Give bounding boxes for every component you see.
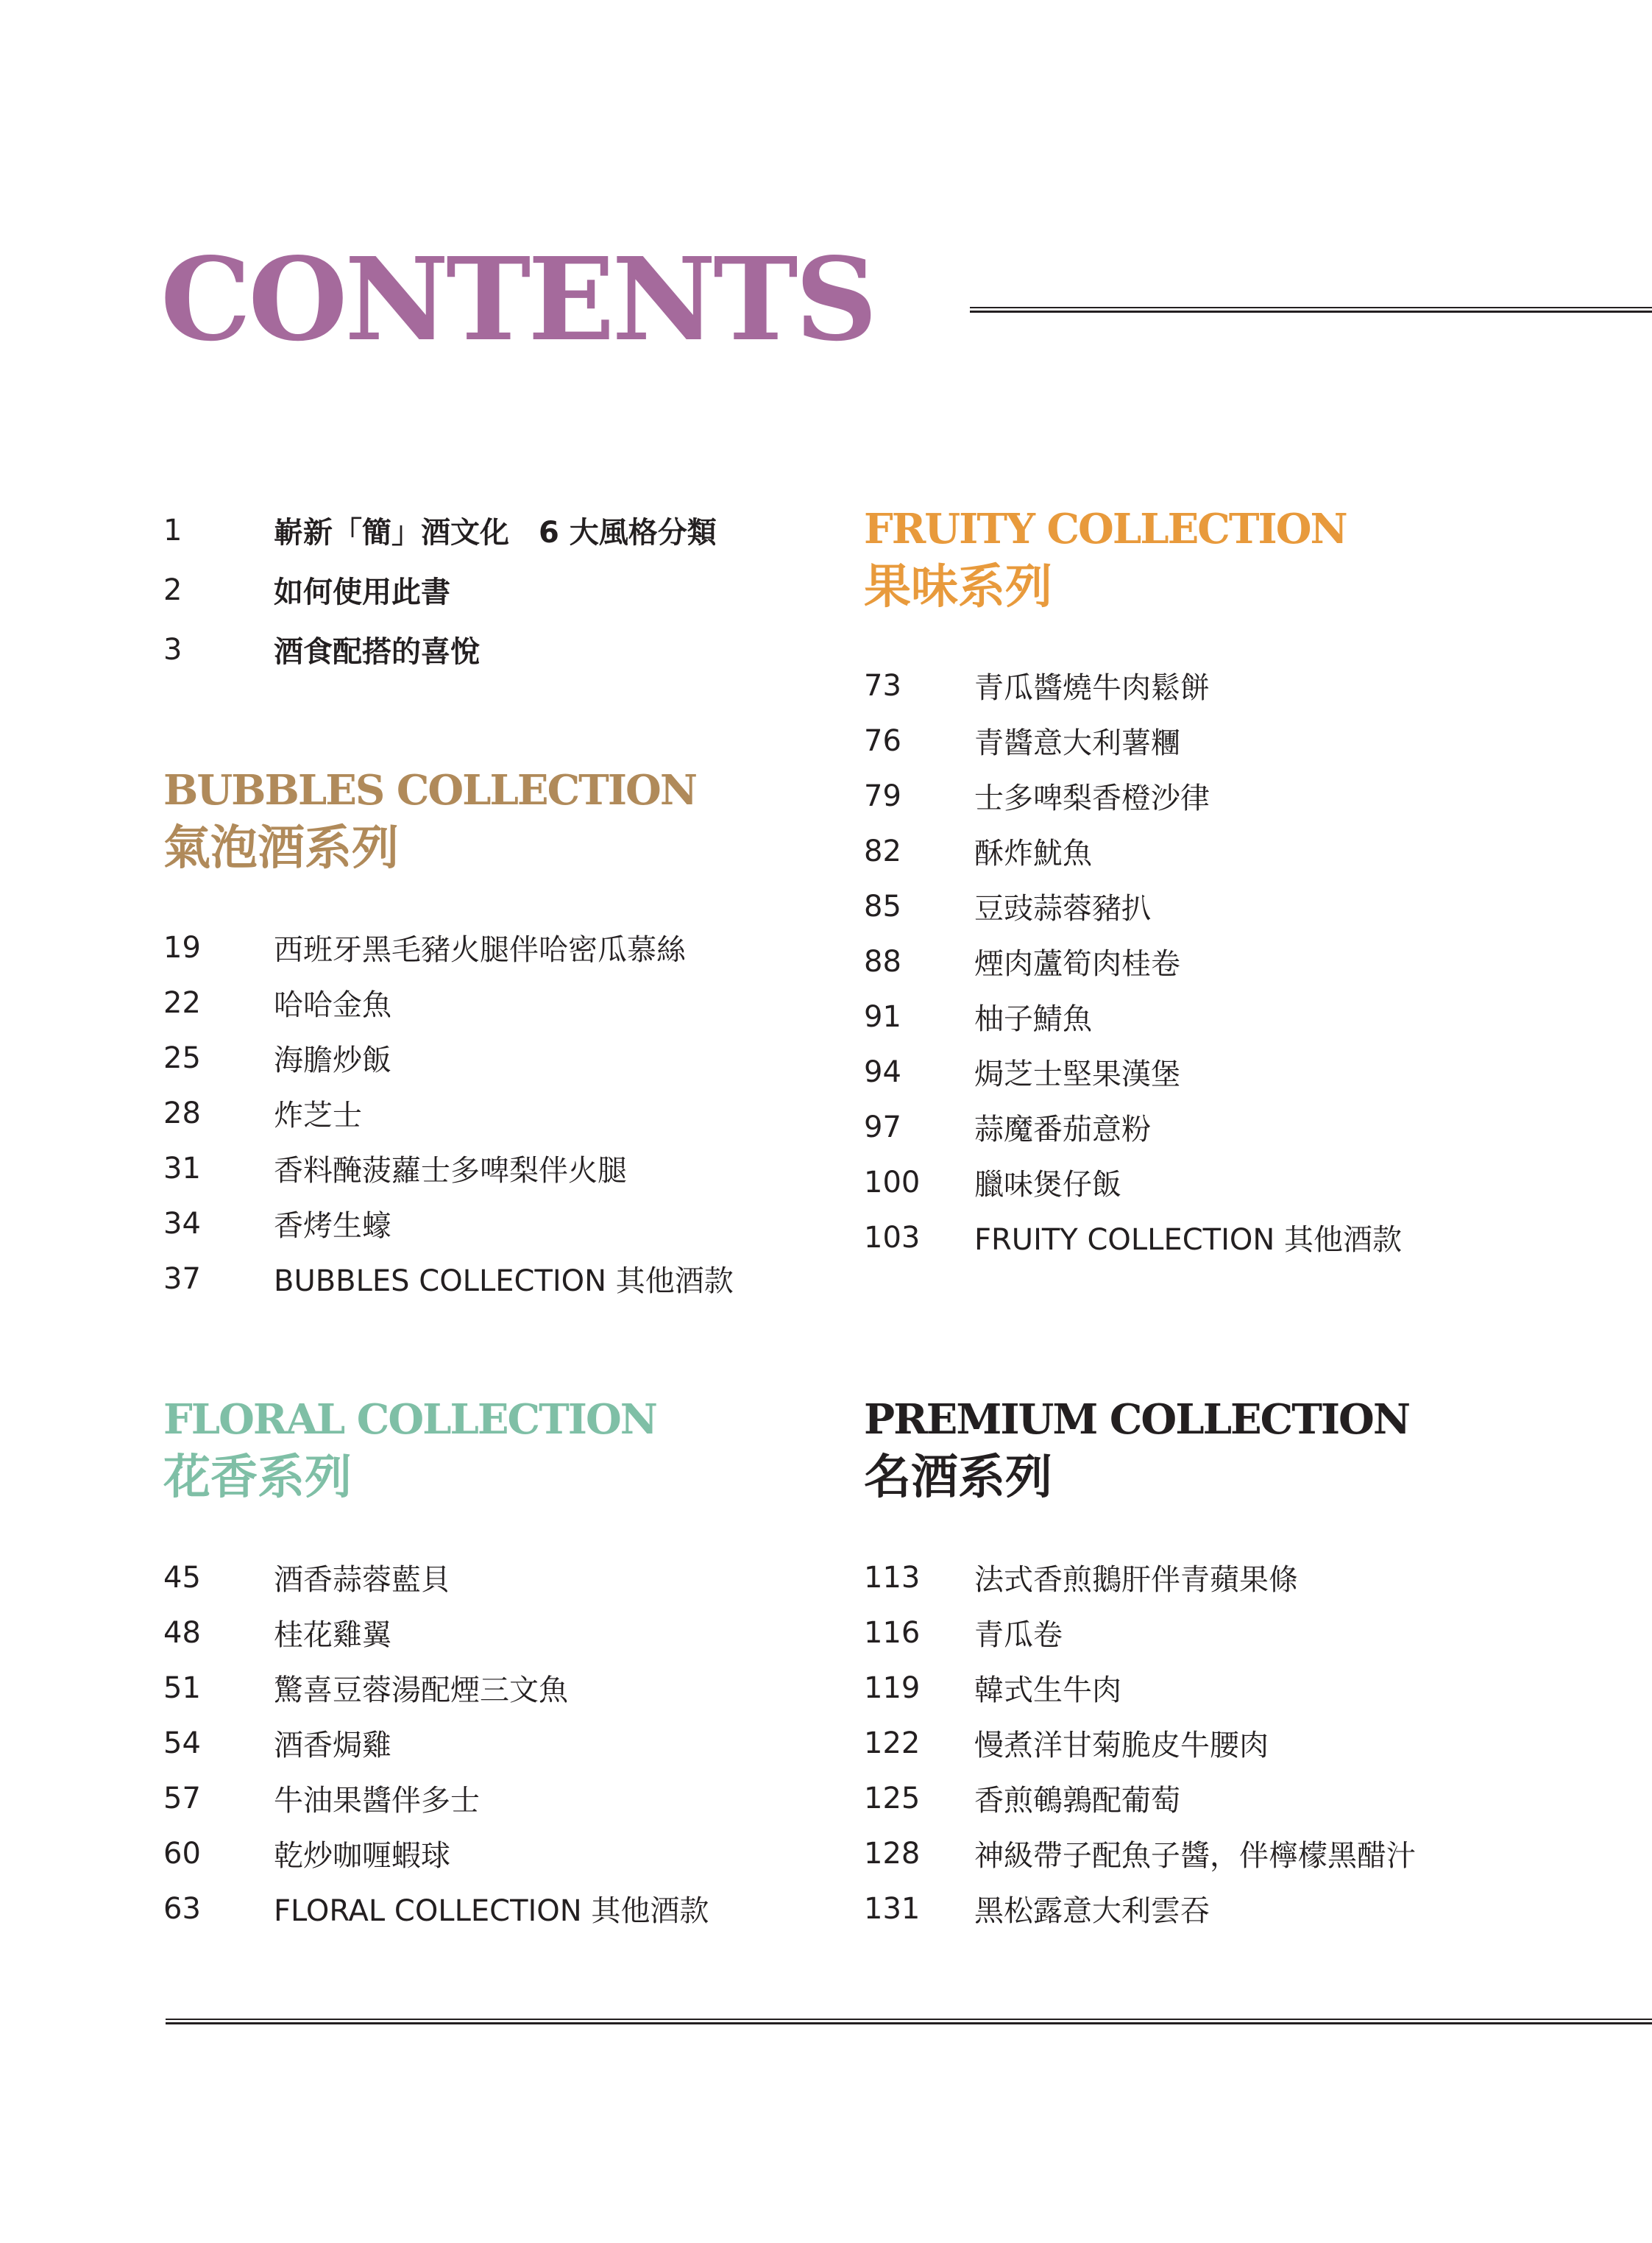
entry-title: 炸芝士: [274, 1099, 362, 1133]
fruity-heading-en: FRUITY COLLECTION: [864, 505, 1347, 553]
toc-entry: [864, 1771, 1416, 1826]
page-number: 91: [864, 999, 901, 1034]
toc-entry: [864, 1881, 1416, 1936]
page-number: 88: [864, 944, 901, 979]
toc-entry: [864, 713, 1402, 768]
page-number: 57: [163, 1781, 201, 1815]
fruity-heading: [864, 503, 1347, 619]
toc-entry: [163, 1771, 709, 1826]
floral-heading-zh: 花香系列: [163, 1450, 352, 1505]
page-number: 76: [864, 723, 901, 758]
page-number: 51: [163, 1670, 201, 1705]
toc-entry: [864, 1715, 1416, 1771]
entry-title: 如何使用此書: [274, 575, 450, 609]
entry-title: 酒食配搭的喜悅: [274, 635, 480, 669]
entry-title: 酒香焗雞: [274, 1729, 391, 1762]
page-number: 31: [163, 1151, 201, 1186]
entry-title: FLORAL COLLECTION 其他酒款: [274, 1894, 709, 1928]
toc-entry: [163, 500, 717, 560]
premium-heading-en: PREMIUM COLLECTION: [864, 1395, 1410, 1444]
toc-entry: [163, 1605, 709, 1660]
floral-heading-en: FLORAL COLLECTION: [163, 1395, 656, 1444]
toc-entry: [864, 1605, 1416, 1660]
toc-entry: [163, 1251, 734, 1306]
page-number: 48: [163, 1615, 201, 1650]
page-title: CONTENTS: [160, 232, 875, 366]
entry-title: 乾炒咖喱蝦球: [274, 1839, 450, 1873]
page-number: 103: [864, 1220, 921, 1255]
entry-title: 酥炸魷魚: [974, 837, 1092, 871]
entry-title: 神級帶子配魚子醬，伴檸檬黑醋汁: [974, 1839, 1416, 1873]
toc-entry: [163, 1550, 709, 1605]
entry-title: 豆豉蒜蓉豬扒: [974, 892, 1151, 926]
page-number: 97: [864, 1110, 901, 1144]
entry-title: 香煎鵪鶉配葡萄: [974, 1784, 1180, 1818]
toc-entry: [163, 1085, 734, 1141]
toc-entry: [163, 1030, 734, 1085]
title-rule: [970, 307, 1652, 313]
page-number: 73: [864, 668, 901, 703]
page-number: 34: [163, 1206, 201, 1241]
toc-entry: [163, 975, 734, 1030]
entry-title: 韓式生牛肉: [974, 1673, 1121, 1707]
entry-title: 西班牙黑毛豬火腿伴哈密瓜慕絲: [274, 933, 686, 967]
entry-title: 牛油果醬伴多士: [274, 1784, 480, 1818]
entry-title: 海膽炒飯: [274, 1043, 391, 1077]
toc-entry: [163, 920, 734, 975]
page-number: 45: [163, 1560, 201, 1595]
toc-entry: [163, 1881, 709, 1936]
entry-title: 臘味煲仔飯: [974, 1168, 1121, 1202]
page-number: 85: [864, 889, 901, 924]
page-number: 82: [864, 834, 901, 868]
toc-entry: [864, 1210, 1402, 1265]
entry-title: 青醬意大利薯糰: [974, 726, 1180, 760]
entry-title: BUBBLES COLLECTION 其他酒款: [274, 1264, 734, 1298]
floral-list: [163, 1550, 709, 1936]
toc-entry: [864, 823, 1402, 879]
entry-title: 慢煮洋甘菊脆皮牛腰肉: [974, 1729, 1269, 1762]
footer-rule: [166, 2019, 1652, 2024]
entry-title: 桂花雞翼: [274, 1618, 391, 1652]
toc-entry: [163, 1826, 709, 1881]
entry-title: 驚喜豆蓉湯配煙三文魚: [274, 1673, 568, 1707]
page-number: 63: [163, 1891, 201, 1926]
toc-entry: [864, 879, 1402, 934]
page-number: 94: [864, 1055, 901, 1089]
page-number: 19: [163, 930, 201, 965]
page-number: 131: [864, 1891, 921, 1926]
entry-title: 青瓜卷: [974, 1618, 1063, 1652]
premium-heading-zh: 名酒系列: [864, 1450, 1052, 1505]
page-number: 79: [864, 779, 901, 813]
intro-list: [163, 500, 717, 679]
entry-title: 士多啤梨香橙沙律: [974, 782, 1210, 815]
bubbles-heading: [163, 764, 696, 880]
entry-title: 焗芝士堅果漢堡: [974, 1057, 1180, 1091]
toc-entry: [864, 1155, 1402, 1210]
page-number: 2: [163, 573, 182, 607]
toc-entry: [864, 768, 1402, 823]
page-number: 60: [163, 1836, 201, 1871]
toc-entry: [864, 1550, 1416, 1605]
entry-title: 香烤生蠔: [274, 1209, 391, 1243]
toc-entry: [163, 620, 717, 679]
bubbles-heading-zh: 氣泡酒系列: [163, 821, 399, 876]
entry-title: 香料醃菠蘿士多啤梨伴火腿: [274, 1154, 627, 1188]
toc-entry: [864, 934, 1402, 989]
toc-entry: [163, 1715, 709, 1771]
toc-entry: [864, 1044, 1402, 1099]
entry-title: 法式香煎鵝肝伴青蘋果條: [974, 1563, 1298, 1597]
toc-entry: [864, 989, 1402, 1044]
entry-title: 柚子鯖魚: [974, 1002, 1092, 1036]
page-number: 119: [864, 1670, 921, 1705]
toc-entry: [864, 1826, 1416, 1881]
toc-entry: [163, 1196, 734, 1251]
bubbles-list: [163, 920, 734, 1306]
toc-entry: [864, 1099, 1402, 1155]
premium-heading: [864, 1393, 1409, 1509]
fruity-list: [864, 658, 1402, 1265]
entry-title: 煙肉蘆筍肉桂卷: [974, 947, 1180, 981]
page-number: 122: [864, 1726, 921, 1760]
page-number: 54: [163, 1726, 201, 1760]
toc-entry: [163, 1141, 734, 1196]
floral-heading: [163, 1393, 656, 1509]
page-number: 1: [163, 513, 182, 548]
toc-entry: [163, 560, 717, 620]
page-number: 100: [864, 1165, 921, 1200]
entry-title: FRUITY COLLECTION 其他酒款: [974, 1223, 1402, 1257]
page-number: 125: [864, 1781, 921, 1815]
page-number: 28: [163, 1096, 201, 1130]
toc-entry: [163, 1660, 709, 1715]
premium-list: [864, 1550, 1416, 1936]
page-number: 3: [163, 632, 182, 667]
toc-entry: [864, 658, 1402, 713]
page-number: 22: [163, 985, 201, 1020]
page-number: 37: [163, 1261, 201, 1296]
page-number: 128: [864, 1836, 921, 1871]
entry-title: 青瓜醬燒牛肉鬆餅: [974, 671, 1210, 705]
fruity-heading-zh: 果味系列: [864, 559, 1052, 614]
bubbles-heading-en: BUBBLES COLLECTION: [163, 766, 697, 815]
entry-title: 酒香蒜蓉藍貝: [274, 1563, 450, 1597]
page-number: 116: [864, 1615, 921, 1650]
entry-title: 嶄新「簡」酒文化 6 大風格分類: [274, 516, 717, 550]
toc-entry: [864, 1660, 1416, 1715]
entry-title: 黑松露意大利雲吞: [974, 1894, 1210, 1928]
entry-title: 哈哈金魚: [274, 988, 391, 1022]
entry-title: 蒜魔番茄意粉: [974, 1113, 1151, 1147]
page-number: 113: [864, 1560, 921, 1595]
page-number: 25: [163, 1041, 201, 1075]
